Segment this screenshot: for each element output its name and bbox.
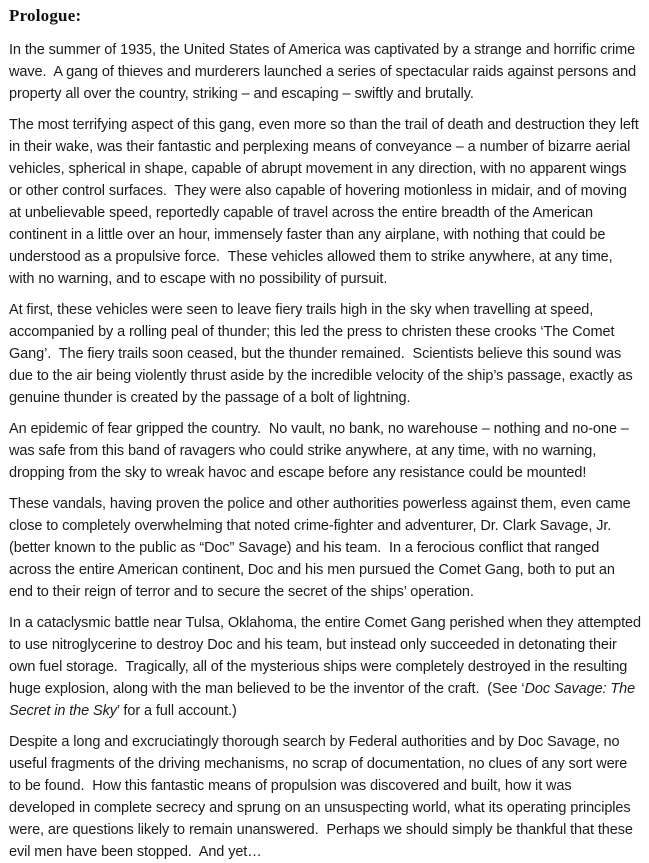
paragraph xyxy=(9,114,641,290)
text-run: Despite a long and excruciatingly thorough search by Federal authorities and by Doc Savage, no useful fragments of the driving mechanisms, no scrap of documentation, no clues of any sort were to be found. How this fantastic means of propulsion was discovered and built, how it was developed in complete secrecy and sprung on an unsuspecting world, what its operating principles were, are questions likely to remain unanswered. Perhaps we should simply be thankful that these evil men have been stopped. And yet… xyxy=(9,734,637,860)
text-run: In the summer of 1935, the United States of America was captivated by a strange and horrific crime wave. A gang of thieves and murderers launched a series of spectacular raids against persons and property all over the country, striking – and escaping – swiftly and brutally. xyxy=(9,42,641,102)
paragraph xyxy=(9,731,641,863)
prologue-text xyxy=(9,39,645,863)
paragraph xyxy=(9,418,641,484)
text-run: In a cataclysmic battle near Tulsa, Oklahoma, the entire Comet Gang perished when they attempted to use nitroglycerine to destroy Doc and his team, but instead only succeeded in detonating their own fuel storage. Tragically, all of the mysterious ships were completely destroyed in the resulting huge explosion, along with the man believed to be the inventor of the craft. (See ‘ xyxy=(9,615,645,697)
text-run: ’ for a full account.) xyxy=(116,703,237,719)
text-run: These vandals, having proven the police and other authorities powerless against them, even came close to completely overwhelming that noted crime-fighter and adventurer, Dr. Clark Savage, Jr. (better known to the public as “Doc” Savage) and his team. In a ferocious conflict that ranged across the entire American continent, Doc and his men pursued the Comet Gang, both to put an end to their reign of terror and to secure the secret of the ships’ operation. xyxy=(9,496,635,600)
text-run: The most terrifying aspect of this gang, even more so than the trail of death and destruction they left in their wake, was their fantastic and perplexing means of conveyance – a number of bizarre aerial vehicles, spherical in shape, capable of abrupt movement in any direction, with no apparent wings or other control surfaces. They were also capable of hovering motionless in midair, and of moving at unbelievable speed, reportedly capable of travel across the entire breadth of the American continent in a little over an hour, immensely faster than any airplane, with nothing that could be understood as a propulsive force. These vehicles allowed them to strike anywhere, at any time, with no warning, and to escape with no possibility of pursuit. xyxy=(9,117,643,287)
paragraph xyxy=(9,493,641,603)
paragraph xyxy=(9,612,645,722)
book-title-italic: Doc Savage: The Secret in the Sky xyxy=(9,681,640,719)
text-run: An epidemic of fear gripped the country. No vault, no bank, no warehouse – nothing and no-one – was safe from this band of ravagers who could strike anywhere, at any time, with no warning, dropping from the sky to wreak havoc and escape before any resistance could be mounted! xyxy=(9,421,633,481)
paragraph xyxy=(9,299,641,409)
text-run: At first, these vehicles were seen to leave fiery trails high in the sky when travelling at speed, accompanied by a rolling peal of thunder; this led the press to christen these crooks ‘The Comet Gang’. The fiery trails soon ceased, but the thunder remained. Scientists believe this sound was due to the air being violently thrust aside by the incredible velocity of the ship’s passage, exactly as genuine thunder is created by the passage of a bolt of lightning. xyxy=(9,302,637,406)
paragraph xyxy=(9,39,641,105)
prologue-heading: Prologue: xyxy=(9,6,82,25)
